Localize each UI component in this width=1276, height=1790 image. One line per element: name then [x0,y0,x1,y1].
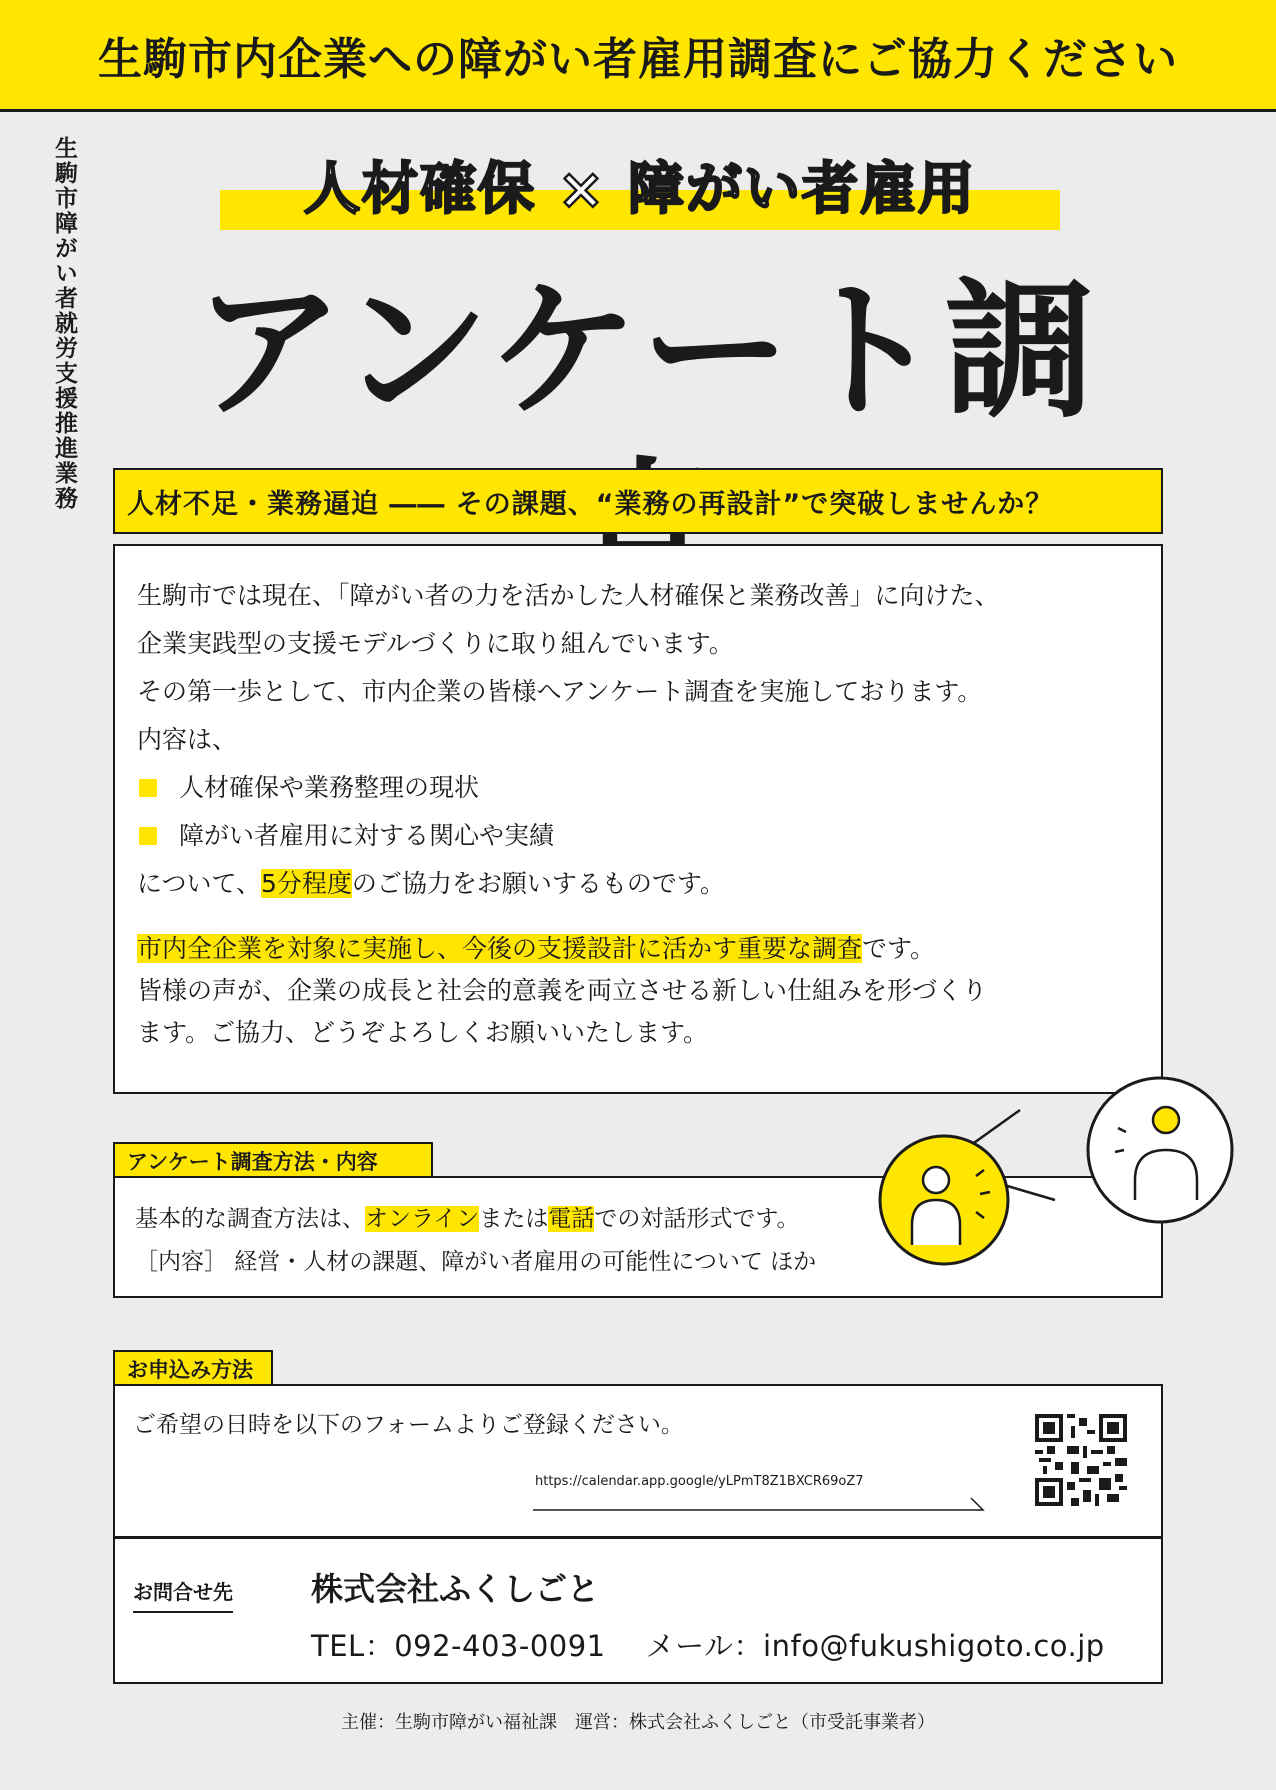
intro-line: 内容は、 [137,725,238,754]
bullet-item [137,764,1141,812]
text-span: について、 [137,869,262,898]
highlight-online: オンライン [365,1206,480,1232]
text-span: または [479,1206,549,1232]
contact-label: お問合せ先 [133,1576,233,1613]
contact-tel[interactable]: TEL：092-403-0091 [311,1629,606,1663]
text-span: です。 [862,934,936,963]
intro-line: 皆様の声が、企業の成長と社会的意義を両立させる新しい仕組みを形づくり [137,976,988,1005]
square-bullet-icon [139,779,157,797]
arrow-right-icon [533,1494,1003,1514]
main-title: アンケート調 [193,265,1097,439]
intro-box [113,544,1163,1094]
intro-line: 生駒市では現在、「障がい者の力を活かした人材確保と業務改善」に向けた、 [137,581,1000,610]
apply-section-tag [113,1350,273,1386]
side-label: 生駒市障がい者就労支援推進業務 [51,136,77,511]
catch-copy: 人材不足・業務逼迫 ―― その課題、“業務の再設計”で突破しませんか？ [127,488,1054,520]
top-banner [0,0,1276,112]
section-divider [115,1536,1161,1539]
form-url-link[interactable]: https://calendar.app.google/yLPmT8Z1BXCR69oZ7 [535,1474,864,1489]
consultation-illustration [860,1070,1240,1350]
banner-title: 生駒市内企業への障がい者雇用調査にご協力ください [98,33,1178,85]
highlight-duration: 5分程度 [261,869,352,898]
bullet-item [137,812,1141,860]
intro-line: 企業実践型の支援モデルづくりに取り組んでいます。 [137,629,734,658]
text-span: のご協力をお願いするものです。 [351,869,725,898]
highlight-importance: 市内全企業を対象に実施し、今後の支援設計に活かす重要な調査 [137,934,863,963]
subtitle: 人材確保 × 障がい者雇用 [304,157,976,222]
apply-instruction: ご希望の日時を以下のフォームよりご登録ください。 [133,1412,684,1438]
qr-code-icon[interactable] [1035,1414,1127,1506]
contact-email[interactable]: メール：info@fukushigoto.co.jp [645,1629,1105,1663]
intro-line: ます。ご協力、どうぞよろしくお願いいたします。 [137,1018,709,1047]
apply-tag-label: お申込み方法 [127,1358,253,1382]
catch-copy-box [113,468,1163,534]
company-name: 株式会社ふくしごと [311,1570,600,1608]
method-line: ［内容］ 経営・人材の課題、障がい者雇用の可能性について ほか [135,1249,817,1275]
footer-credits: 主催：生駒市障がい福祉課 運営：株式会社ふくしごと（市受託事業者） [341,1712,935,1733]
text-span: 基本的な調査方法は、 [135,1206,365,1232]
method-section-tag [113,1142,433,1178]
apply-box [113,1384,1163,1684]
bullet-text: 人材確保や業務整理の現状 [179,773,480,802]
square-bullet-icon [139,827,157,845]
method-tag-label: アンケート調査方法・内容 [127,1150,378,1174]
bullet-text: 障がい者雇用に対する関心や実績 [179,821,555,850]
contact-details [311,1624,1105,1665]
text-span: での対話形式です。 [594,1206,800,1232]
intro-line [137,928,1141,970]
subtitle-block [220,150,1060,232]
intro-line [137,860,1141,908]
highlight-phone: 電話 [548,1206,595,1232]
intro-line: その第一歩として、市内企業の皆様へアンケート調査を実施しております。 [137,677,983,706]
